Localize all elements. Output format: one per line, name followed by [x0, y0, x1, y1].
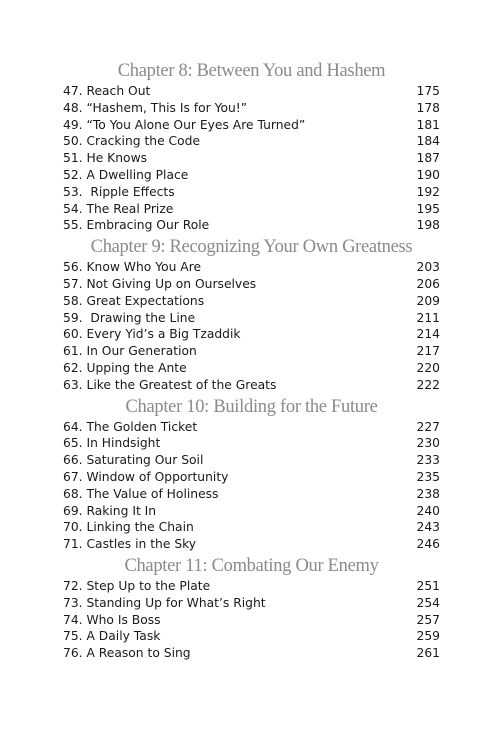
entry-title: 76. A Reason to Sing: [63, 646, 191, 661]
entry-title: 49. “To You Alone Our Eyes Are Turned”: [63, 117, 306, 132]
page-number: 181: [416, 117, 440, 132]
toc-entry[interactable]: [63, 469, 440, 486]
toc-entry[interactable]: [63, 519, 440, 536]
toc-entry[interactable]: [63, 452, 440, 469]
entry-title: 63. Like the Greatest of the Greats: [63, 377, 277, 392]
page-number: 190: [416, 167, 440, 182]
toc-entry[interactable]: [63, 259, 440, 276]
page-number: 203: [416, 260, 440, 275]
toc-entry[interactable]: [63, 83, 440, 100]
toc-entry[interactable]: [63, 310, 440, 327]
page-number: 238: [416, 486, 440, 501]
page-number: 259: [416, 629, 440, 644]
toc-entry[interactable]: [63, 201, 440, 218]
chapter-title: Chapter 9: Recognizing Your Own Greatness: [90, 237, 413, 258]
page-number: 227: [416, 419, 440, 434]
chapter-section: [63, 396, 440, 553]
entry-title: 58. Great Expectations: [63, 293, 205, 308]
page-number: 175: [416, 84, 440, 98]
page-number: 209: [416, 293, 440, 308]
table-of-contents: [63, 60, 440, 664]
page-number: 257: [416, 612, 440, 627]
entry-title: 72. Step Up to the Plate: [63, 578, 211, 593]
entry-title: 56. Know Who You Are: [63, 260, 202, 275]
toc-entry[interactable]: [63, 276, 440, 293]
page-number: 222: [416, 377, 440, 392]
toc-entry[interactable]: [63, 326, 440, 343]
toc-entry[interactable]: [63, 293, 440, 310]
toc-entry[interactable]: [63, 167, 440, 184]
page-number: 243: [416, 520, 440, 535]
toc-entry[interactable]: [63, 645, 440, 662]
entry-title: 67. Window of Opportunity: [63, 469, 229, 484]
entry-title: 60. Every Yid’s a Big Tzaddik: [63, 327, 241, 342]
page-number: 233: [416, 453, 440, 468]
toc-entry[interactable]: [63, 595, 440, 612]
entry-title: 59. Drawing the Line: [63, 310, 196, 325]
page-number: 217: [416, 344, 440, 359]
page-number: 211: [416, 310, 440, 325]
toc-entry[interactable]: [63, 578, 440, 595]
entry-title: 70. Linking the Chain: [63, 520, 194, 535]
entry-title: 48. “Hashem, This Is for You!”: [63, 100, 248, 115]
entry-title: 52. A Dwelling Place: [63, 167, 189, 182]
toc-entry[interactable]: [63, 117, 440, 134]
page-number: 240: [416, 503, 440, 518]
toc-entry[interactable]: [63, 100, 440, 117]
page-number: 178: [416, 100, 440, 115]
toc-entry[interactable]: [63, 628, 440, 645]
toc-entry[interactable]: [63, 343, 440, 360]
chapter-section: [63, 236, 440, 393]
chapter-section: [63, 60, 440, 234]
toc-entry[interactable]: [63, 217, 440, 234]
page-number: 198: [416, 218, 440, 233]
entry-title: 57. Not Giving Up on Ourselves: [63, 276, 257, 291]
chapter-section: [63, 555, 440, 662]
page-number: 251: [416, 578, 440, 593]
toc-entry[interactable]: [63, 612, 440, 629]
page-number: 184: [416, 134, 440, 149]
page-number: 246: [416, 537, 440, 552]
entry-title: 47. Reach Out: [63, 84, 151, 98]
entry-title: 75. A Daily Task: [63, 629, 161, 644]
toc-entry[interactable]: [63, 435, 440, 452]
entry-title: 71. Castles in the Sky: [63, 537, 197, 552]
page-number: 192: [416, 184, 440, 199]
page-number: 235: [416, 469, 440, 484]
entry-title: 74. Who Is Boss: [63, 612, 161, 627]
page-number: 187: [416, 151, 440, 166]
entry-title: 73. Standing Up for What’s Right: [63, 595, 266, 610]
entry-title: 65. In Hindsight: [63, 436, 161, 451]
toc-entry[interactable]: [63, 150, 440, 167]
entry-title: 64. The Golden Ticket: [63, 419, 198, 434]
page-number: 206: [416, 276, 440, 291]
toc-entry[interactable]: [63, 536, 440, 553]
chapter-title: Chapter 11: Combating Our Enemy: [124, 555, 379, 576]
entry-title: 61. In Our Generation: [63, 344, 197, 359]
page-number: 230: [416, 436, 440, 451]
entry-title: 69. Raking It In: [63, 503, 157, 518]
page-number: 220: [416, 360, 440, 375]
entry-title: 53. Ripple Effects: [63, 184, 175, 199]
page-number: 195: [416, 201, 440, 216]
toc-entry[interactable]: [63, 503, 440, 520]
toc-entry[interactable]: [63, 133, 440, 150]
entry-title: 50. Cracking the Code: [63, 134, 201, 149]
toc-entry[interactable]: [63, 377, 440, 394]
toc-entry[interactable]: [63, 419, 440, 436]
chapter-title: Chapter 8: Between You and Hashem: [117, 61, 386, 81]
toc-entry[interactable]: [63, 184, 440, 201]
page-number: 214: [416, 327, 440, 342]
entry-title: 55. Embracing Our Role: [63, 218, 210, 233]
toc-entry[interactable]: [63, 360, 440, 377]
entry-title: 62. Upping the Ante: [63, 360, 187, 375]
page-number: 254: [416, 595, 440, 610]
entry-title: 66. Saturating Our Soil: [63, 453, 204, 468]
toc-entry[interactable]: [63, 486, 440, 503]
entry-title: 68. The Value of Holiness: [63, 486, 219, 501]
entry-title: 54. The Real Prize: [63, 201, 174, 216]
chapter-title: Chapter 10: Building for the Future: [125, 396, 378, 417]
page-number: 261: [416, 646, 440, 661]
entry-title: 51. He Knows: [63, 151, 148, 166]
